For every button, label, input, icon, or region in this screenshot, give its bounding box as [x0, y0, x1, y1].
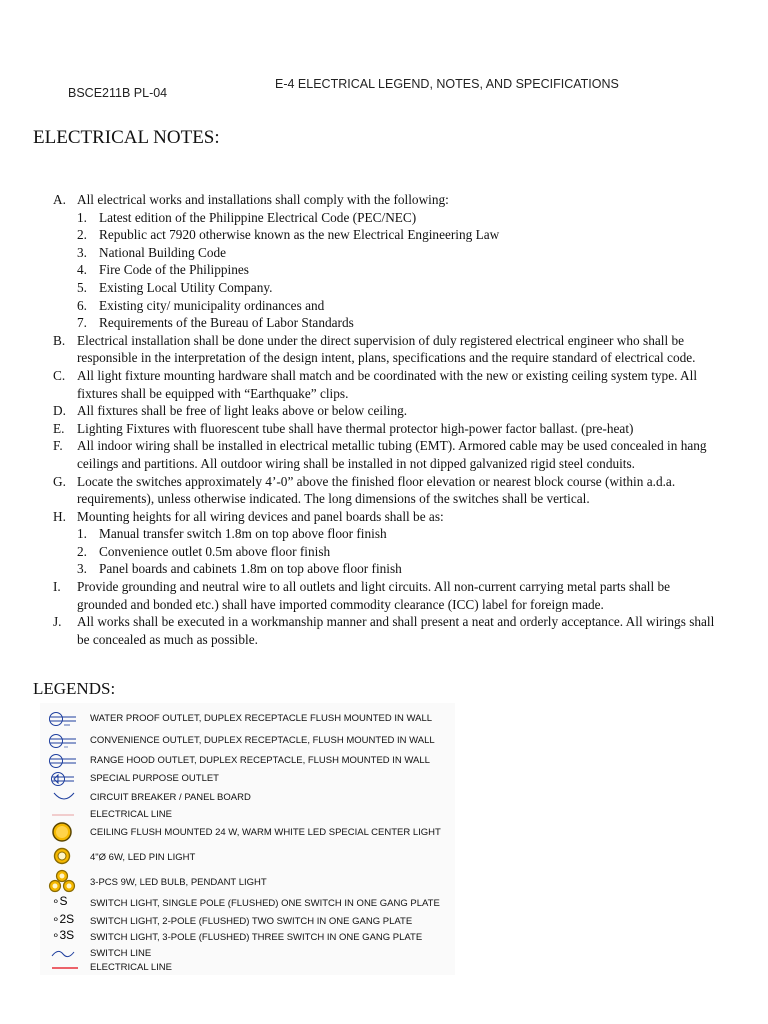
note-text: All electrical works and installations shall comply with the following: [77, 192, 449, 207]
note-letter: F. [53, 438, 63, 454]
switch-symbol: ∘S [52, 894, 68, 908]
page-title: E-4 ELECTRICAL LEGEND, NOTES, AND SPECIFICATIONS [275, 77, 619, 91]
legend-label: 4"Ø 6W, LED PIN LIGHT [90, 852, 196, 863]
note-letter: H. [53, 508, 66, 524]
circuit-breaker-icon [44, 789, 80, 807]
legend-label: SWITCH LIGHT, SINGLE POLE (FLUSHED) ONE SWITCH IN ONE GANG PLATE [90, 898, 440, 909]
legend-row [40, 875, 455, 891]
legend-label: CONVENIENCE OUTLET, DUPLEX RECEPTACLE, FLUSH MOUNTED IN WALL [90, 735, 435, 746]
note-text: Electrical installation shall be done under the direct supervision of duly registered electrical engineer who shall be responsible in the interpretation of the design intent, plans, specifications and the require standard of electrical code. [77, 332, 696, 366]
subitem-text: Existing Local Utility Company. [99, 279, 273, 295]
legend-row [40, 753, 455, 769]
legends-heading: LEGENDS: [33, 679, 116, 698]
subitem-number: 2. [77, 543, 87, 559]
note-letter: A. [53, 192, 66, 207]
subitem-number: 2. [77, 227, 87, 243]
legend-row [40, 960, 455, 976]
subitem-text: Latest edition of the Philippine Electrical Code (PEC/NEC) [99, 209, 417, 225]
note-subitem [0, 543, 768, 561]
subitem-text: Existing city/ municipality ordinances and [99, 297, 325, 313]
subitem-text: National Building Code [99, 244, 227, 260]
subitem-number: 5. [77, 279, 87, 295]
switch-symbol: ∘3S [52, 928, 75, 942]
subitem-number: 3. [77, 244, 87, 260]
legend-row [40, 914, 455, 930]
legend-label: WATER PROOF OUTLET, DUPLEX RECEPTACLE FLUSH MOUNTED IN WALL [90, 713, 433, 724]
note-subitem [0, 226, 768, 244]
subitem-text: Convenience outlet 0.5m above floor finish [99, 543, 331, 559]
legend-row [40, 850, 455, 866]
notes-list [0, 191, 768, 648]
subitem-number: 6. [77, 297, 87, 313]
subitem-text: Panel boards and cabinets 1.8m on top above floor finish [99, 561, 402, 577]
note-item [0, 420, 722, 438]
legend-label: CIRCUIT BREAKER / PANEL BOARD [90, 792, 251, 803]
subitem-number: 4. [77, 262, 87, 278]
note-subitem [0, 560, 768, 578]
legend-row [40, 790, 455, 806]
legend-row [40, 733, 455, 749]
note-item [0, 437, 722, 472]
subitem-number: 1. [77, 526, 87, 542]
legend-label: CEILING FLUSH MOUNTED 24 W, WARM WHITE LED SPECIAL CENTER LIGHT [90, 827, 441, 838]
note-letter: C. [53, 367, 66, 383]
note-subitem [0, 261, 768, 279]
subitem-number: 3. [77, 561, 87, 577]
note-subitem [0, 525, 768, 543]
legend-label: ELECTRICAL LINE [90, 962, 173, 973]
switch-symbol: ∘2S [52, 912, 75, 926]
note-subitem [0, 244, 768, 262]
range-hood-outlet-icon [44, 752, 80, 770]
legend-row [40, 711, 455, 727]
legend-label: RANGE HOOD OUTLET, DUPLEX RECEPTACLE, FLUSH MOUNTED IN WALL [90, 755, 430, 766]
note-text: Locate the switches approximately 4’-0” above the finished floor elevation or nearest block course (within a.d.a. requirements), unless otherwise indicated. The long dimensions of the switches shall be vertical. [77, 473, 676, 507]
note-text: All fixtures shall be free of light leaks above or below ceiling. [77, 403, 408, 419]
legend-label: SWITCH LINE [90, 948, 152, 959]
legend-label: 3-PCS 9W, LED BULB, PENDANT LIGHT [90, 877, 267, 888]
legend-label: ELECTRICAL LINE [90, 809, 173, 820]
note-text: All light fixture mounting hardware shall match and be coordinated with the new or existing ceiling system type. All fixtures shall be equipped with “Earthquake” clips. [77, 367, 698, 401]
note-text: Mounting heights for all wiring devices and panel boards shall be as: [77, 508, 444, 524]
note-text: Provide grounding and neutral wire to all outlets and light circuits. All non-current carrying metal parts shall be grounded and bonded etc.) shall have imported commodity clearance (ICC) label for foreign made. [77, 579, 671, 612]
legend-row [40, 807, 455, 823]
note-text: Lighting Fixtures with fluorescent tube shall have thermal protector high-power factor ballast. (pre-heat) [77, 420, 634, 436]
electrical-line-red-icon [44, 959, 80, 977]
note-letter: I. [53, 579, 61, 595]
legend-label: SPECIAL PURPOSE OUTLET [90, 773, 219, 784]
note-item [0, 508, 722, 526]
notes-heading: ELECTRICAL NOTES: [33, 127, 220, 148]
document-code: BSCE211B PL-04 [68, 86, 168, 100]
pendant-light-icon [44, 869, 80, 895]
note-text: All works shall be executed in a workmanship manner and shall present a neat and orderly acceptance. All wirings shall be concealed as much as possible. [77, 614, 715, 647]
note-subitem [0, 314, 768, 332]
subitem-text: Republic act 7920 otherwise known as the new Electrical Engineering Law [99, 227, 500, 243]
switch-1-icon [44, 895, 80, 913]
note-subitem [0, 209, 768, 227]
legend-row [40, 896, 455, 912]
note-item [0, 613, 722, 648]
note-item [0, 367, 722, 402]
note-letter: B. [53, 332, 66, 348]
convenience-outlet-icon [44, 732, 80, 750]
note-subitem [0, 297, 768, 315]
legend-row [40, 825, 455, 841]
legend-row [40, 930, 455, 946]
subitem-text: Requirements of the Bureau of Labor Standards [99, 315, 354, 331]
note-letter: D. [53, 403, 66, 419]
ceiling-light-icon [44, 821, 80, 847]
special-purpose-outlet-icon [44, 770, 80, 788]
subitem-number: 1. [77, 209, 87, 225]
note-letter: J. [53, 614, 62, 630]
subitem-number: 7. [77, 315, 87, 331]
note-letter: G. [53, 473, 66, 489]
note-text: All indoor wiring shall be installed in electrical metallic tubing (EMT). Armored cable may be used concealed in hang ceilings and partitions. All outdoor wiring shall be installed in not dipped galvanized rigid steel conduits. [77, 438, 707, 471]
note-item [0, 578, 722, 613]
note-letter: E. [53, 420, 65, 436]
subitem-text: Fire Code of the Philippines [99, 262, 249, 278]
note-subitem [0, 279, 768, 297]
legend-panel [40, 703, 455, 975]
legend-label: SWITCH LIGHT, 3-POLE (FLUSHED) THREE SWITCH IN ONE GANG PLATE [90, 932, 423, 943]
legend-row [40, 771, 455, 787]
note-item [0, 332, 722, 367]
note-item [0, 191, 722, 209]
legend-label: SWITCH LIGHT, 2-POLE (FLUSHED) TWO SWITCH IN ONE GANG PLATE [90, 916, 413, 927]
subitem-text: Manual transfer switch 1.8m on top above floor finish [99, 526, 387, 542]
waterproof-outlet-icon [44, 710, 80, 728]
note-item [0, 473, 722, 508]
note-item [0, 402, 722, 420]
